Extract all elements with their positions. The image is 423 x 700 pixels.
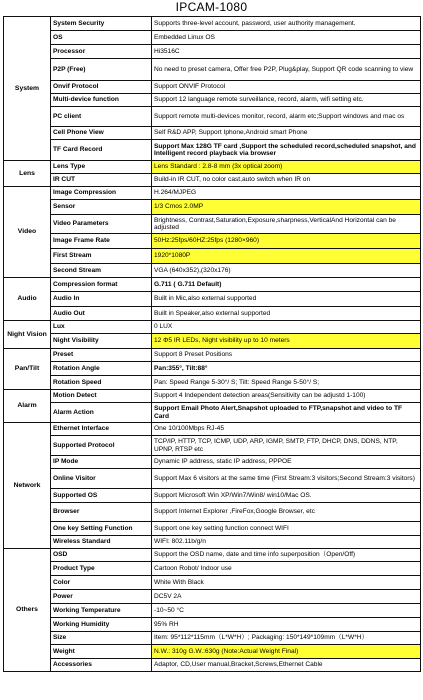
spec-value: One 10/100Mbps RJ-45 <box>152 423 421 436</box>
spec-value: VGA (640x352),(320x176) <box>152 264 421 278</box>
spec-value: White With Black <box>152 576 421 590</box>
spec-row <box>4 632 421 645</box>
spec-row <box>4 200 421 215</box>
section-category: Audio <box>4 278 51 321</box>
spec-value: Support Microsoft Win XP/Win7/Win8/ win10/Mac OS. <box>152 489 421 503</box>
spec-row <box>4 576 421 590</box>
spec-value: Built in Mic,also external supported <box>152 292 421 307</box>
spec-row <box>4 469 421 489</box>
spec-value: 12 Φ5 IR LEDs, Night visibility up to 10 meters <box>152 334 421 349</box>
spec-label: Processor <box>51 45 152 59</box>
spec-row <box>4 536 421 549</box>
spec-row <box>4 187 421 200</box>
spec-row <box>4 604 421 618</box>
spec-label: Motion Detect <box>51 390 152 403</box>
spec-label: Ethernet Interface <box>51 423 152 436</box>
spec-value: Embedded Linux OS <box>152 31 421 45</box>
spec-row <box>4 618 421 632</box>
spec-value: 95% RH <box>152 618 421 632</box>
spec-table-body <box>4 17 421 672</box>
spec-label: Power <box>51 590 152 604</box>
spec-row <box>4 489 421 503</box>
spec-row <box>4 31 421 45</box>
spec-value: Pan: Speed Range 5-30°/ S; Tilt: Speed Range 5-50°/ S; <box>152 376 421 390</box>
spec-value: 50Hz:25fps/60HZ:25fps (1280×960) <box>152 234 421 249</box>
spec-label: Weight <box>51 645 152 659</box>
spec-label: Cell Phone View <box>51 127 152 140</box>
spec-value: Pan:355°, Tilt:88° <box>152 362 421 376</box>
spec-row <box>4 659 421 672</box>
spec-label: Image Frame Rate <box>51 234 152 249</box>
spec-label: Rotation Angle <box>51 362 152 376</box>
spec-value: Supports three-level account, password, user authority management. <box>152 17 421 31</box>
spec-row <box>4 307 421 321</box>
section-category: System <box>4 17 51 161</box>
spec-value: Built in Speaker,also external supported <box>152 307 421 321</box>
spec-label: OS <box>51 31 152 45</box>
spec-label: Second Stream <box>51 264 152 278</box>
spec-row <box>4 292 421 307</box>
spec-label: Supported Protocol <box>51 436 152 456</box>
spec-row <box>4 94 421 107</box>
spec-row <box>4 456 421 469</box>
spec-value: Support the OSD name, date and time info superposition（Open/Off) <box>152 549 421 562</box>
spec-row <box>4 161 421 174</box>
spec-label: Color <box>51 576 152 590</box>
section-category: Pan/Tilt <box>4 349 51 390</box>
spec-row <box>4 81 421 94</box>
spec-row <box>4 549 421 562</box>
spec-label: Video Parameters <box>51 215 152 234</box>
spec-label: Multi-device function <box>51 94 152 107</box>
spec-row <box>4 249 421 264</box>
section-category: Network <box>4 423 51 549</box>
spec-label: Audio In <box>51 292 152 307</box>
spec-value: Support ONVIF Protocol <box>152 81 421 94</box>
spec-value: -10~50 °C <box>152 604 421 618</box>
spec-row <box>4 349 421 362</box>
spec-row <box>4 403 421 423</box>
spec-label: Online Visitor <box>51 469 152 489</box>
spec-value: Brightness, Contrast,Saturation,Exposure,sharpness,VerticalAnd Horizontal can be adjusted <box>152 215 421 234</box>
spec-label: Rotation Speed <box>51 376 152 390</box>
section-category: Others <box>4 549 51 672</box>
spec-row <box>4 503 421 522</box>
spec-value: Support Max 128G TF card ,Support the scheduled record,scheduled snapshot, and Intelligent record playback via browser <box>152 140 421 161</box>
spec-label: Working Humidity <box>51 618 152 632</box>
spec-label: Working Temperature <box>51 604 152 618</box>
spec-row <box>4 127 421 140</box>
spec-row <box>4 215 421 234</box>
spec-value: Item: 95*112*115mm（L*W*H）; Packaging: 150*149*109mm（L*W*H） <box>152 632 421 645</box>
spec-value: Support one key setting function connect WIFI <box>152 522 421 536</box>
spec-label: Alarm Action <box>51 403 152 423</box>
spec-label: Image Compression <box>51 187 152 200</box>
spec-label: TF Card Record <box>51 140 152 161</box>
spec-value: 0 LUX <box>152 321 421 334</box>
spec-value: Lens Standard : 2.8-8 mm (3x optical zoom) <box>152 161 421 174</box>
spec-row <box>4 362 421 376</box>
spec-label: Sensor <box>51 200 152 215</box>
spec-row <box>4 590 421 604</box>
spec-row <box>4 321 421 334</box>
spec-row <box>4 278 421 292</box>
spec-value: N.W.: 310g G.W.:630g (Note:Actual Weight Final) <box>152 645 421 659</box>
spec-value: Hi3516C <box>152 45 421 59</box>
spec-label: Preset <box>51 349 152 362</box>
spec-value: 1920*1080P <box>152 249 421 264</box>
spec-row <box>4 59 421 81</box>
spec-value: Support Internet Explorer ,FireFox,Google Browser, etc <box>152 503 421 522</box>
spec-label: IR CUT <box>51 174 152 187</box>
spec-label: Accessories <box>51 659 152 672</box>
spec-row <box>4 390 421 403</box>
spec-row <box>4 645 421 659</box>
spec-label: Audio Out <box>51 307 152 321</box>
spec-label: Size <box>51 632 152 645</box>
spec-label: Lux <box>51 321 152 334</box>
spec-row <box>4 436 421 456</box>
spec-value: Support remote multi-devices monitor, record, alarm etc;Support windows and mac os <box>152 107 421 127</box>
spec-value: Support 4 Independent detection areas(Sensitivity can be adjustd 1-100) <box>152 390 421 403</box>
spec-row <box>4 264 421 278</box>
spec-value: No need to preset camera, Offer free P2P, Plug&play, Support QR code scanning to view <box>152 59 421 81</box>
spec-value: Build-in IR CUT, no color cast,auto switch when IR on <box>152 174 421 187</box>
spec-row <box>4 562 421 576</box>
spec-row <box>4 522 421 536</box>
spec-value: Dynamic IP address, static IP address, PPPOE <box>152 456 421 469</box>
spec-label: P2P (Free) <box>51 59 152 81</box>
spec-label: Supported OS <box>51 489 152 503</box>
spec-label: Night Visibility <box>51 334 152 349</box>
spec-value: Self R&D APP, Support Iphone,Android smart Phone <box>152 127 421 140</box>
spec-row <box>4 423 421 436</box>
section-category: Video <box>4 187 51 278</box>
spec-value: H.264/MJPEG <box>152 187 421 200</box>
spec-label: Compression format <box>51 278 152 292</box>
spec-label: System Security <box>51 17 152 31</box>
spec-value: Support 8 Preset Positions <box>152 349 421 362</box>
spec-row <box>4 107 421 127</box>
spec-value: Cartoon Robot/ Indoor use <box>152 562 421 576</box>
spec-value: WIFI: 802.11b/g/n <box>152 536 421 549</box>
spec-value: 1/3 Cmos 2.0MP <box>152 200 421 215</box>
spec-row <box>4 334 421 349</box>
spec-value: Support 12 language remote surveillance, record, alarm, wifi setting etc. <box>152 94 421 107</box>
spec-label: Wireless Standard <box>51 536 152 549</box>
spec-label: IP Mode <box>51 456 152 469</box>
page-title: IPCAM-1080 <box>175 0 248 14</box>
spec-row <box>4 17 421 31</box>
spec-value: G.711 ( G.711 Default) <box>152 278 421 292</box>
spec-row <box>4 234 421 249</box>
spec-row <box>4 45 421 59</box>
spec-value: Support Email Photo Alert,Snapshot uploaded to FTP,snapshot and video to TF Card <box>152 403 421 423</box>
section-category: Alarm <box>4 390 51 423</box>
spec-row <box>4 140 421 161</box>
spec-value: Adaptor, CD,User manual,Bracket,Screws,Ethernet Cable <box>152 659 421 672</box>
spec-label: One key Setting Function <box>51 522 152 536</box>
section-category: Night Vision <box>4 321 51 349</box>
spec-value: Support Max 6 visitors at the same time (First Stream:3 visitors;Second Stream:3 visitors) <box>152 469 421 489</box>
spec-label: First Stream <box>51 249 152 264</box>
spec-label: PC client <box>51 107 152 127</box>
spec-table <box>3 16 421 672</box>
spec-label: OSD <box>51 549 152 562</box>
spec-row <box>4 174 421 187</box>
spec-label: Product Type <box>51 562 152 576</box>
spec-value: DC5V 2A <box>152 590 421 604</box>
spec-value: TCP/IP, HTTP, TCP, ICMP, UDP, ARP, IGMP, SMTP, FTP, DHCP, DNS, DDNS, NTP, UPNP, RTSP etc <box>152 436 421 456</box>
spec-label: Browser <box>51 503 152 522</box>
spec-label: Lens Type <box>51 161 152 174</box>
spec-row <box>4 376 421 390</box>
section-category: Lens <box>4 161 51 187</box>
spec-label: Onvif Protocol <box>51 81 152 94</box>
